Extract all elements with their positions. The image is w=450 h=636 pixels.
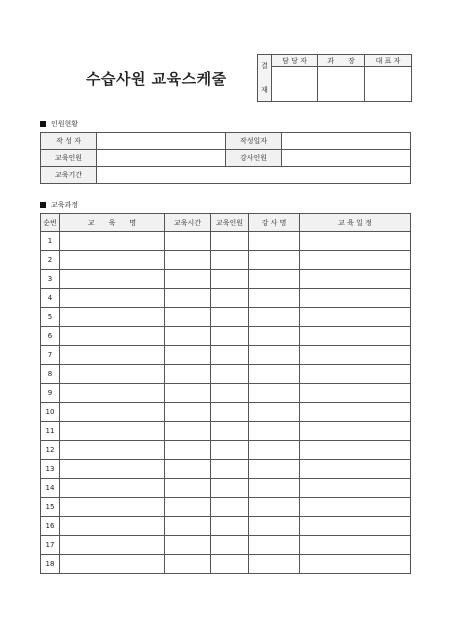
row-number: 2 (41, 251, 60, 270)
schedule-cell[interactable] (300, 327, 411, 346)
trainees-cell[interactable] (211, 479, 249, 498)
schedule-cell[interactable] (300, 403, 411, 422)
col-header-hours: 교육시간 (165, 214, 211, 232)
writer-field[interactable] (97, 133, 226, 150)
course-name-cell[interactable] (60, 384, 165, 403)
hours-cell[interactable] (165, 327, 211, 346)
trainees-cell[interactable] (211, 384, 249, 403)
period-label: 교육기간 (41, 167, 97, 184)
instructor-count-field[interactable] (282, 150, 411, 167)
course-table (40, 213, 411, 574)
table-row (41, 498, 411, 517)
approval-sign-ceo[interactable] (365, 67, 412, 102)
course-name-cell[interactable] (60, 289, 165, 308)
hours-cell[interactable] (165, 384, 211, 403)
square-bullet-icon (40, 121, 46, 127)
hours-cell[interactable] (165, 498, 211, 517)
trainees-cell[interactable] (211, 460, 249, 479)
table-row (41, 365, 411, 384)
schedule-cell[interactable] (300, 422, 411, 441)
section-course (40, 200, 78, 210)
col-header-trainees: 교육인원 (211, 214, 249, 232)
table-row (41, 384, 411, 403)
table-row (41, 460, 411, 479)
approval-col-section-chief: 과 장 (318, 55, 365, 67)
section-personnel-label: 인원현황 (51, 120, 79, 128)
instructor-cell[interactable] (249, 517, 300, 536)
table-row (41, 289, 411, 308)
schedule-cell[interactable] (300, 498, 411, 517)
date-field[interactable] (282, 133, 411, 150)
row-number: 1 (41, 232, 60, 251)
trainees-cell[interactable] (211, 517, 249, 536)
schedule-cell[interactable] (300, 536, 411, 555)
instructor-cell[interactable] (249, 365, 300, 384)
course-name-cell[interactable] (60, 479, 165, 498)
instructor-cell[interactable] (249, 422, 300, 441)
course-name-cell[interactable] (60, 536, 165, 555)
table-row (41, 308, 411, 327)
trainees-cell[interactable] (211, 232, 249, 251)
course-name-cell[interactable] (60, 346, 165, 365)
personnel-table (40, 132, 411, 184)
col-header-number: 순번 (41, 214, 60, 232)
square-bullet-icon (40, 202, 46, 208)
trainee-count-field[interactable] (97, 150, 226, 167)
table-row (41, 422, 411, 441)
table-row (41, 441, 411, 460)
instructor-cell[interactable] (249, 536, 300, 555)
hours-cell[interactable] (165, 479, 211, 498)
period-field[interactable] (97, 167, 411, 184)
instructor-cell[interactable] (249, 327, 300, 346)
trainees-cell[interactable] (211, 365, 249, 384)
table-row (41, 517, 411, 536)
trainees-cell[interactable] (211, 555, 249, 574)
row-number: 5 (41, 308, 60, 327)
hours-cell[interactable] (165, 403, 211, 422)
trainees-cell[interactable] (211, 289, 249, 308)
hours-cell[interactable] (165, 308, 211, 327)
row-number: 7 (41, 346, 60, 365)
trainee-count-label: 교육인원 (41, 150, 97, 167)
trainees-cell[interactable] (211, 403, 249, 422)
hours-cell[interactable] (165, 346, 211, 365)
writer-label: 작 성 자 (41, 133, 97, 150)
schedule-cell[interactable] (300, 441, 411, 460)
course-name-cell[interactable] (60, 517, 165, 536)
schedule-cell[interactable] (300, 289, 411, 308)
course-name-cell[interactable] (60, 460, 165, 479)
approval-side-label (258, 55, 272, 102)
trainees-cell[interactable] (211, 536, 249, 555)
instructor-cell[interactable] (249, 498, 300, 517)
date-label: 작성일자 (226, 133, 282, 150)
schedule-cell[interactable] (300, 384, 411, 403)
hours-cell[interactable] (165, 365, 211, 384)
hours-cell[interactable] (165, 289, 211, 308)
approval-sign-manager[interactable] (272, 67, 318, 102)
table-row (41, 232, 411, 251)
table-row (41, 251, 411, 270)
trainees-cell[interactable] (211, 251, 249, 270)
instructor-cell[interactable] (249, 232, 300, 251)
row-number: 11 (41, 422, 60, 441)
approval-col-ceo: 대 표 자 (365, 55, 412, 67)
instructor-cell[interactable] (249, 251, 300, 270)
schedule-cell[interactable] (300, 460, 411, 479)
hours-cell[interactable] (165, 270, 211, 289)
table-row (41, 270, 411, 289)
row-number: 17 (41, 536, 60, 555)
row-number: 15 (41, 498, 60, 517)
instructor-cell[interactable] (249, 479, 300, 498)
trainees-cell[interactable] (211, 327, 249, 346)
course-name-cell[interactable] (60, 270, 165, 289)
section-personnel (40, 119, 78, 129)
hours-cell[interactable] (165, 517, 211, 536)
approval-side-char-2: 재 (261, 86, 268, 94)
schedule-cell[interactable] (300, 365, 411, 384)
row-number: 8 (41, 365, 60, 384)
row-number: 9 (41, 384, 60, 403)
table-row (41, 555, 411, 574)
instructor-cell[interactable] (249, 346, 300, 365)
instructor-count-label: 강사인원 (226, 150, 282, 167)
trainees-cell[interactable] (211, 422, 249, 441)
instructor-cell[interactable] (249, 555, 300, 574)
trainees-cell[interactable] (211, 308, 249, 327)
schedule-cell[interactable] (300, 251, 411, 270)
course-name-cell[interactable] (60, 251, 165, 270)
row-number: 13 (41, 460, 60, 479)
approval-box (257, 54, 412, 102)
table-row (41, 346, 411, 365)
table-row (41, 403, 411, 422)
row-number: 6 (41, 327, 60, 346)
row-number: 10 (41, 403, 60, 422)
course-name-cell[interactable] (60, 498, 165, 517)
table-row (41, 327, 411, 346)
row-number: 4 (41, 289, 60, 308)
hours-cell[interactable] (165, 536, 211, 555)
course-name-cell[interactable] (60, 232, 165, 251)
instructor-cell[interactable] (249, 460, 300, 479)
schedule-cell[interactable] (300, 270, 411, 289)
row-number: 14 (41, 479, 60, 498)
hours-cell[interactable] (165, 422, 211, 441)
section-course-label: 교육과정 (51, 201, 79, 209)
instructor-cell[interactable] (249, 270, 300, 289)
table-row (41, 479, 411, 498)
schedule-cell[interactable] (300, 479, 411, 498)
page-title: 수습사원 교육스케줄 (86, 70, 227, 88)
hours-cell[interactable] (165, 232, 211, 251)
approval-side-char-1: 결 (261, 62, 268, 70)
course-name-cell[interactable] (60, 403, 165, 422)
instructor-cell[interactable] (249, 403, 300, 422)
row-number: 12 (41, 441, 60, 460)
course-rows (41, 232, 411, 574)
hours-cell[interactable] (165, 251, 211, 270)
instructor-cell[interactable] (249, 289, 300, 308)
trainees-cell[interactable] (211, 498, 249, 517)
col-header-course-name: 교 육 명 (60, 214, 165, 232)
approval-sign-section-chief[interactable] (318, 67, 365, 102)
schedule-cell[interactable] (300, 346, 411, 365)
hours-cell[interactable] (165, 441, 211, 460)
hours-cell[interactable] (165, 460, 211, 479)
instructor-cell[interactable] (249, 441, 300, 460)
course-name-cell[interactable] (60, 308, 165, 327)
table-row (41, 536, 411, 555)
row-number: 18 (41, 555, 60, 574)
row-number: 16 (41, 517, 60, 536)
trainees-cell[interactable] (211, 346, 249, 365)
course-name-cell[interactable] (60, 327, 165, 346)
instructor-cell[interactable] (249, 384, 300, 403)
approval-col-manager: 담 당 자 (272, 55, 318, 67)
row-number: 3 (41, 270, 60, 289)
course-name-cell[interactable] (60, 441, 165, 460)
course-name-cell[interactable] (60, 365, 165, 384)
col-header-instructor: 강 사 명 (249, 214, 300, 232)
schedule-cell[interactable] (300, 517, 411, 536)
trainees-cell[interactable] (211, 270, 249, 289)
col-header-schedule: 교 육 일 정 (300, 214, 411, 232)
schedule-cell[interactable] (300, 555, 411, 574)
schedule-cell[interactable] (300, 232, 411, 251)
trainees-cell[interactable] (211, 441, 249, 460)
course-name-cell[interactable] (60, 555, 165, 574)
course-name-cell[interactable] (60, 422, 165, 441)
instructor-cell[interactable] (249, 308, 300, 327)
schedule-cell[interactable] (300, 308, 411, 327)
hours-cell[interactable] (165, 555, 211, 574)
